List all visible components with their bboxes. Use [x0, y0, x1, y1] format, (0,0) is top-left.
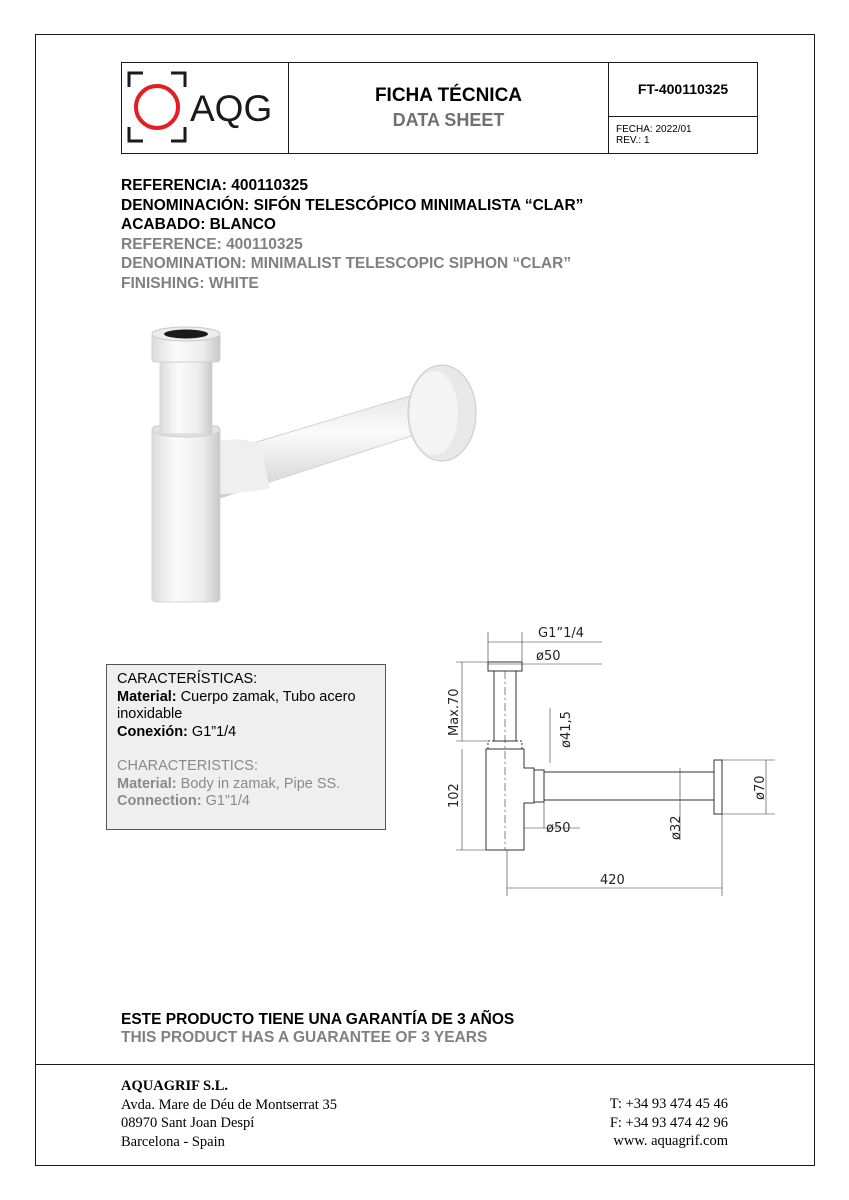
- address-line-2: 08970 Sant Joan Despí: [121, 1115, 255, 1131]
- product-image: [130, 318, 490, 618]
- material-en: Material: Body in zamak, Pipe SS.: [117, 775, 341, 792]
- logo-cell: [122, 63, 289, 153]
- characteristics-heading-en: CHARACTERISTICS:: [117, 758, 258, 774]
- footer-address: [121, 1077, 337, 1151]
- address-line-3: Barcelona - Spain: [121, 1133, 225, 1150]
- dim-body-height: 102: [447, 783, 462, 808]
- reference-en: REFERENCE: 400110325: [121, 235, 303, 253]
- guarantee-es: ESTE PRODUCTO TIENE UNA GARANTÍA DE 3 AÑOS: [121, 1011, 515, 1028]
- dim-flange-diameter: ø70: [753, 775, 768, 800]
- denomination-en: DENOMINATION: MINIMALIST TELESCOPIC SIPHON “CLAR”: [121, 255, 572, 272]
- footer-contact: [610, 1095, 728, 1151]
- guarantee-en: THIS PRODUCT HAS A GUARANTEE OF 3 YEARS: [121, 1029, 488, 1046]
- connection-es: Conexión: G1”1/4: [117, 723, 237, 740]
- dim-top-diameter: ø50: [536, 649, 561, 664]
- reference-es: REFERENCIA: 400110325: [121, 177, 308, 194]
- technical-drawing: [430, 618, 790, 908]
- phone: T: +34 93 474 45 46: [609, 1096, 728, 1112]
- title-es: FICHA TÉCNICA: [374, 85, 523, 106]
- dim-max-height: Max.70: [447, 688, 462, 736]
- guarantee-block: [121, 1011, 514, 1047]
- document-date-rev: [616, 124, 692, 146]
- document-date: FECHA: 2022/01: [616, 124, 692, 135]
- finishing-en: FINISHING: WHITE: [121, 274, 259, 292]
- title-cell: [289, 63, 609, 153]
- dim-bottom-diameter: ø50: [546, 821, 571, 836]
- code-cell: [609, 63, 757, 153]
- document-rev: REV.: 1: [616, 135, 650, 146]
- footer-divider: [35, 1064, 815, 1065]
- website-link[interactable]: www. aquagrif.com: [613, 1133, 728, 1149]
- material-es: Material: Cuerpo zamak, Tubo acero inoxidable: [117, 688, 356, 722]
- dim-pipe-diameter: ø41,5: [559, 711, 574, 748]
- address-line-1: Avda. Mare de Déu de Montserrat 35: [121, 1096, 337, 1113]
- denomination-es: DENOMINACIÓN: SIFÓN TELESCÓPICO MINIMALISTA “CLAR”: [121, 196, 584, 214]
- document-code: FT-400110325: [609, 63, 757, 117]
- connection-en: Connection: G1”1/4: [117, 793, 250, 809]
- dim-length: 420: [600, 873, 625, 888]
- reference-block: [121, 176, 583, 293]
- aqg-logo: [125, 69, 285, 145]
- characteristics-box: [106, 664, 386, 830]
- header-table: [121, 62, 758, 154]
- characteristics-heading-es: CARACTERÍSTICAS:: [117, 671, 258, 687]
- title-en: DATA SHEET: [392, 110, 505, 130]
- logo-text: AQG: [190, 88, 273, 129]
- company-name: AQUAGRIF S.L.: [121, 1078, 229, 1094]
- dim-tube-diameter: ø32: [669, 815, 684, 840]
- dim-thread: G1”1/4: [538, 626, 585, 641]
- finishing-es: ACABADO: BLANCO: [121, 216, 276, 233]
- fax: F: +34 93 474 42 96: [609, 1114, 728, 1131]
